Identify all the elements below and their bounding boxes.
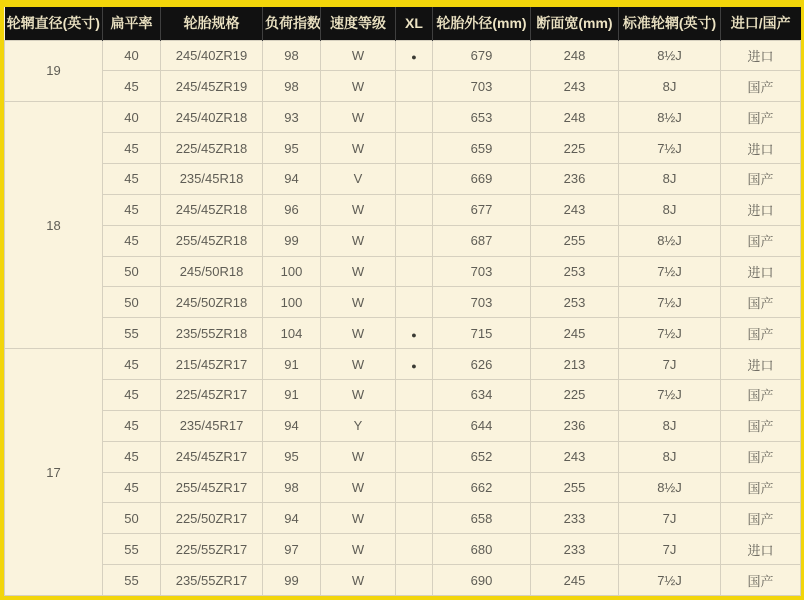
cell-load_index: 91 xyxy=(263,379,321,410)
cell-aspect_ratio: 45 xyxy=(103,410,161,441)
cell-section_width_mm: 243 xyxy=(531,441,619,472)
table-row xyxy=(5,133,801,164)
cell-aspect_ratio: 45 xyxy=(103,379,161,410)
cell-speed_rating: V xyxy=(321,163,396,194)
cell-standard_rim_in: 8J xyxy=(619,163,721,194)
cell-origin: 国产 xyxy=(721,163,801,194)
cell-xl xyxy=(396,256,433,287)
table-row xyxy=(5,410,801,441)
cell-outer_diameter_mm: 687 xyxy=(433,225,531,256)
cell-section_width_mm: 243 xyxy=(531,194,619,225)
column-header-aspect_ratio: 扁平率 xyxy=(103,7,161,40)
table-row xyxy=(5,287,801,318)
column-header-load_index: 负荷指数 xyxy=(263,7,321,40)
cell-outer_diameter_mm: 715 xyxy=(433,318,531,349)
cell-origin: 进口 xyxy=(721,40,801,71)
table-row xyxy=(5,472,801,503)
cell-standard_rim_in: 7½J xyxy=(619,318,721,349)
cell-outer_diameter_mm: 680 xyxy=(433,534,531,565)
xl-dot-icon: ● xyxy=(411,51,417,62)
cell-standard_rim_in: 8J xyxy=(619,441,721,472)
cell-tire_spec: 225/45ZR18 xyxy=(161,133,263,164)
cell-origin: 进口 xyxy=(721,349,801,380)
cell-rim-diameter: 17 xyxy=(5,349,103,596)
cell-load_index: 100 xyxy=(263,287,321,318)
table-body xyxy=(5,40,801,596)
cell-standard_rim_in: 8J xyxy=(619,194,721,225)
table-row xyxy=(5,225,801,256)
cell-outer_diameter_mm: 652 xyxy=(433,441,531,472)
cell-load_index: 98 xyxy=(263,472,321,503)
cell-load_index: 94 xyxy=(263,503,321,534)
cell-origin: 国产 xyxy=(721,318,801,349)
cell-tire_spec: 245/50R18 xyxy=(161,256,263,287)
cell-load_index: 97 xyxy=(263,534,321,565)
cell-outer_diameter_mm: 703 xyxy=(433,71,531,102)
cell-load_index: 96 xyxy=(263,194,321,225)
cell-standard_rim_in: 8½J xyxy=(619,225,721,256)
column-header-section_width_mm: 断面宽(mm) xyxy=(531,7,619,40)
cell-standard_rim_in: 8½J xyxy=(619,472,721,503)
cell-standard_rim_in: 8½J xyxy=(619,102,721,133)
cell-aspect_ratio: 40 xyxy=(103,40,161,71)
cell-xl xyxy=(396,534,433,565)
cell-standard_rim_in: 8J xyxy=(619,71,721,102)
cell-outer_diameter_mm: 662 xyxy=(433,472,531,503)
cell-outer_diameter_mm: 703 xyxy=(433,256,531,287)
cell-outer_diameter_mm: 690 xyxy=(433,565,531,596)
column-header-speed_rating: 速度等级 xyxy=(321,7,396,40)
cell-xl xyxy=(396,163,433,194)
cell-section_width_mm: 233 xyxy=(531,534,619,565)
cell-aspect_ratio: 40 xyxy=(103,102,161,133)
cell-standard_rim_in: 7½J xyxy=(619,287,721,318)
cell-section_width_mm: 255 xyxy=(531,225,619,256)
cell-origin: 国产 xyxy=(721,565,801,596)
cell-load_index: 100 xyxy=(263,256,321,287)
cell-origin: 国产 xyxy=(721,287,801,318)
cell-section_width_mm: 236 xyxy=(531,163,619,194)
cell-tire_spec: 215/45ZR17 xyxy=(161,349,263,380)
cell-speed_rating: W xyxy=(321,102,396,133)
cell-xl xyxy=(396,40,433,71)
table-row xyxy=(5,379,801,410)
cell-load_index: 94 xyxy=(263,410,321,441)
cell-load_index: 99 xyxy=(263,225,321,256)
cell-standard_rim_in: 8½J xyxy=(619,40,721,71)
cell-tire_spec: 235/55ZR18 xyxy=(161,318,263,349)
column-header-xl: XL xyxy=(396,7,433,40)
cell-aspect_ratio: 45 xyxy=(103,133,161,164)
cell-aspect_ratio: 50 xyxy=(103,503,161,534)
cell-section_width_mm: 236 xyxy=(531,410,619,441)
cell-load_index: 104 xyxy=(263,318,321,349)
cell-load_index: 98 xyxy=(263,40,321,71)
cell-tire_spec: 255/45ZR18 xyxy=(161,225,263,256)
cell-load_index: 98 xyxy=(263,71,321,102)
column-header-tire_spec: 轮胎规格 xyxy=(161,7,263,40)
cell-xl xyxy=(396,472,433,503)
cell-xl xyxy=(396,133,433,164)
cell-aspect_ratio: 50 xyxy=(103,287,161,318)
table-row xyxy=(5,40,801,71)
cell-origin: 进口 xyxy=(721,194,801,225)
cell-outer_diameter_mm: 659 xyxy=(433,133,531,164)
cell-origin: 国产 xyxy=(721,379,801,410)
xl-dot-icon: ● xyxy=(411,329,417,340)
table-row xyxy=(5,441,801,472)
cell-speed_rating: W xyxy=(321,349,396,380)
cell-load_index: 99 xyxy=(263,565,321,596)
cell-origin: 国产 xyxy=(721,225,801,256)
cell-aspect_ratio: 45 xyxy=(103,441,161,472)
cell-tire_spec: 225/55ZR17 xyxy=(161,534,263,565)
cell-outer_diameter_mm: 679 xyxy=(433,40,531,71)
cell-speed_rating: W xyxy=(321,379,396,410)
cell-aspect_ratio: 55 xyxy=(103,318,161,349)
column-header-rim_diameter: 轮辋直径(英寸) xyxy=(5,7,103,40)
cell-tire_spec: 245/45ZR17 xyxy=(161,441,263,472)
cell-section_width_mm: 255 xyxy=(531,472,619,503)
cell-tire_spec: 235/45R18 xyxy=(161,163,263,194)
cell-section_width_mm: 213 xyxy=(531,349,619,380)
cell-rim-diameter: 19 xyxy=(5,40,103,102)
cell-origin: 国产 xyxy=(721,472,801,503)
cell-section_width_mm: 225 xyxy=(531,133,619,164)
table-row xyxy=(5,503,801,534)
xl-dot-icon: ● xyxy=(411,360,417,371)
cell-tire_spec: 245/40ZR18 xyxy=(161,102,263,133)
cell-xl xyxy=(396,349,433,380)
cell-standard_rim_in: 7J xyxy=(619,349,721,380)
cell-xl xyxy=(396,194,433,225)
cell-origin: 进口 xyxy=(721,256,801,287)
cell-aspect_ratio: 45 xyxy=(103,194,161,225)
cell-standard_rim_in: 7J xyxy=(619,534,721,565)
tire-spec-table xyxy=(4,7,801,596)
cell-xl xyxy=(396,410,433,441)
cell-speed_rating: W xyxy=(321,565,396,596)
cell-tire_spec: 255/45ZR17 xyxy=(161,472,263,503)
cell-aspect_ratio: 45 xyxy=(103,71,161,102)
cell-outer_diameter_mm: 658 xyxy=(433,503,531,534)
cell-outer_diameter_mm: 703 xyxy=(433,287,531,318)
cell-load_index: 95 xyxy=(263,133,321,164)
cell-speed_rating: W xyxy=(321,503,396,534)
cell-aspect_ratio: 45 xyxy=(103,163,161,194)
cell-tire_spec: 225/50ZR17 xyxy=(161,503,263,534)
cell-outer_diameter_mm: 653 xyxy=(433,102,531,133)
cell-tire_spec: 245/45ZR18 xyxy=(161,194,263,225)
cell-section_width_mm: 245 xyxy=(531,318,619,349)
cell-load_index: 94 xyxy=(263,163,321,194)
table-row xyxy=(5,565,801,596)
cell-aspect_ratio: 45 xyxy=(103,472,161,503)
table-row xyxy=(5,256,801,287)
cell-speed_rating: W xyxy=(321,256,396,287)
cell-standard_rim_in: 7½J xyxy=(619,133,721,164)
cell-speed_rating: W xyxy=(321,194,396,225)
column-header-outer_diameter_mm: 轮胎外径(mm) xyxy=(433,7,531,40)
cell-section_width_mm: 253 xyxy=(531,256,619,287)
cell-outer_diameter_mm: 634 xyxy=(433,379,531,410)
cell-speed_rating: W xyxy=(321,287,396,318)
cell-speed_rating: W xyxy=(321,133,396,164)
cell-standard_rim_in: 7½J xyxy=(619,379,721,410)
cell-load_index: 95 xyxy=(263,441,321,472)
cell-speed_rating: W xyxy=(321,318,396,349)
cell-aspect_ratio: 50 xyxy=(103,256,161,287)
cell-xl xyxy=(396,379,433,410)
cell-tire_spec: 225/45ZR17 xyxy=(161,379,263,410)
cell-standard_rim_in: 8J xyxy=(619,410,721,441)
cell-speed_rating: W xyxy=(321,40,396,71)
cell-xl xyxy=(396,318,433,349)
cell-speed_rating: Y xyxy=(321,410,396,441)
cell-tire_spec: 245/50ZR18 xyxy=(161,287,263,318)
cell-speed_rating: W xyxy=(321,472,396,503)
cell-section_width_mm: 253 xyxy=(531,287,619,318)
column-header-origin: 进口/国产 xyxy=(721,7,801,40)
cell-section_width_mm: 225 xyxy=(531,379,619,410)
cell-origin: 国产 xyxy=(721,71,801,102)
table-row xyxy=(5,194,801,225)
cell-outer_diameter_mm: 669 xyxy=(433,163,531,194)
cell-xl xyxy=(396,287,433,318)
cell-origin: 国产 xyxy=(721,503,801,534)
column-header-standard_rim_in: 标准轮辋(英寸) xyxy=(619,7,721,40)
cell-standard_rim_in: 7J xyxy=(619,503,721,534)
cell-xl xyxy=(396,102,433,133)
table-row xyxy=(5,71,801,102)
cell-section_width_mm: 245 xyxy=(531,565,619,596)
cell-section_width_mm: 233 xyxy=(531,503,619,534)
header-row xyxy=(5,7,801,40)
table-row xyxy=(5,102,801,133)
cell-standard_rim_in: 7½J xyxy=(619,256,721,287)
cell-aspect_ratio: 45 xyxy=(103,349,161,380)
cell-section_width_mm: 248 xyxy=(531,40,619,71)
cell-rim-diameter: 18 xyxy=(5,102,103,349)
cell-origin: 国产 xyxy=(721,441,801,472)
cell-tire_spec: 245/45ZR19 xyxy=(161,71,263,102)
cell-origin: 进口 xyxy=(721,133,801,164)
table-row xyxy=(5,534,801,565)
cell-outer_diameter_mm: 677 xyxy=(433,194,531,225)
cell-xl xyxy=(396,565,433,596)
cell-section_width_mm: 243 xyxy=(531,71,619,102)
cell-speed_rating: W xyxy=(321,534,396,565)
table-row xyxy=(5,318,801,349)
cell-aspect_ratio: 45 xyxy=(103,225,161,256)
cell-aspect_ratio: 55 xyxy=(103,565,161,596)
cell-standard_rim_in: 7½J xyxy=(619,565,721,596)
cell-tire_spec: 245/40ZR19 xyxy=(161,40,263,71)
cell-xl xyxy=(396,441,433,472)
cell-speed_rating: W xyxy=(321,225,396,256)
cell-origin: 进口 xyxy=(721,534,801,565)
cell-section_width_mm: 248 xyxy=(531,102,619,133)
cell-speed_rating: W xyxy=(321,441,396,472)
cell-tire_spec: 235/45R17 xyxy=(161,410,263,441)
cell-xl xyxy=(396,503,433,534)
cell-xl xyxy=(396,71,433,102)
cell-outer_diameter_mm: 644 xyxy=(433,410,531,441)
cell-outer_diameter_mm: 626 xyxy=(433,349,531,380)
cell-load_index: 91 xyxy=(263,349,321,380)
cell-speed_rating: W xyxy=(321,71,396,102)
cell-aspect_ratio: 55 xyxy=(103,534,161,565)
table-row xyxy=(5,349,801,380)
table-row xyxy=(5,163,801,194)
cell-origin: 国产 xyxy=(721,102,801,133)
cell-origin: 国产 xyxy=(721,410,801,441)
table-header xyxy=(5,7,801,40)
cell-xl xyxy=(396,225,433,256)
cell-tire_spec: 235/55ZR17 xyxy=(161,565,263,596)
cell-load_index: 93 xyxy=(263,102,321,133)
